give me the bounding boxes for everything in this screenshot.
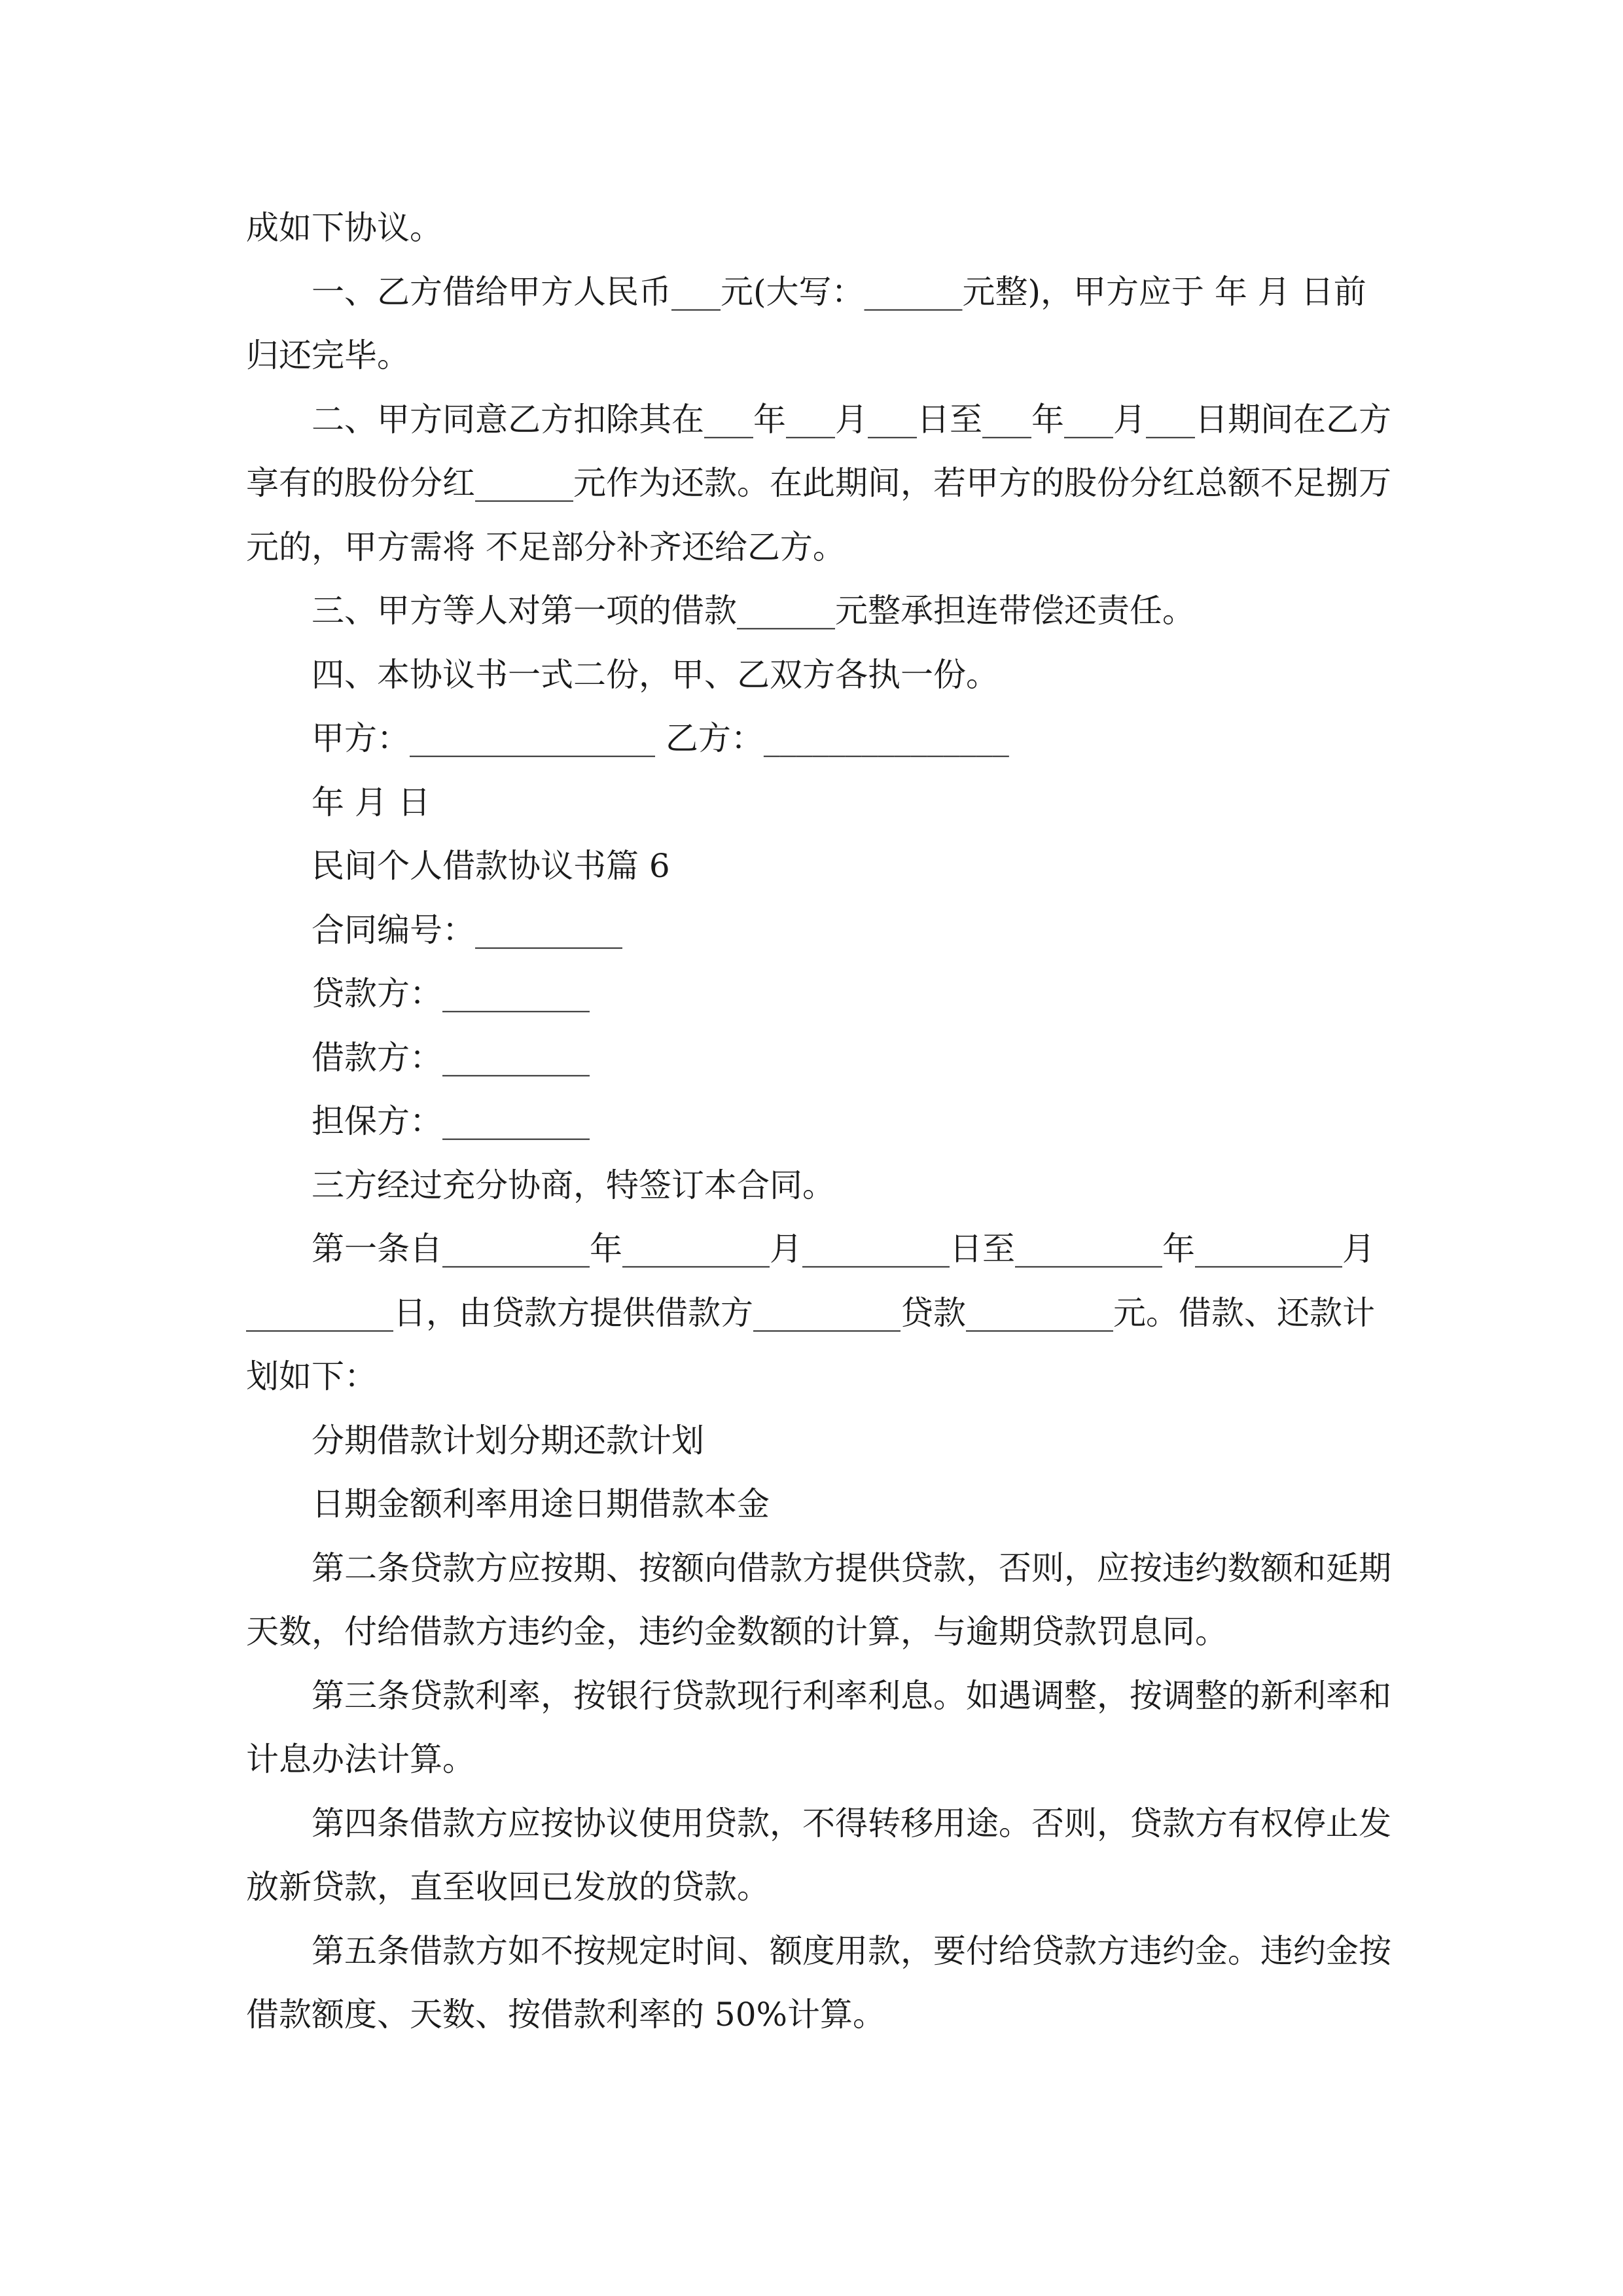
text-line: 借款额度、天数、按借款利率的 50%计算。 — [246, 1996, 886, 2034]
text-line: 元的，甲方需将 不足部分补齐还给乙方。 — [246, 528, 846, 566]
text-line: 日期金额利率用途日期借款本金 — [312, 1485, 770, 1523]
text-line: 三、甲方等人对第一项的借款______元整承担连带偿还责任。 — [312, 592, 1195, 630]
text-line: 享有的股份分红______元作为还款。在此期间，若甲方的股份分红总额不足捌万 — [246, 464, 1391, 502]
section-title: 民间个人借款协议书篇 6 — [312, 847, 670, 885]
text-line: 计息办法计算。 — [246, 1740, 475, 1778]
guarantor-line: 担保方：_________ — [312, 1102, 590, 1140]
text-line: 第三条贷款利率，按银行贷款现行利率利息。如遇调整，按调整的新利率和 — [312, 1676, 1391, 1715]
text-line: 第二条贷款方应按期、按额向借款方提供贷款，否则，应按违约数额和延期 — [312, 1549, 1391, 1587]
lender-line: 贷款方：_________ — [312, 975, 590, 1013]
text-line: 天数，付给借款方违约金，违约金数额的计算，与逾期贷款罚息同。 — [246, 1613, 1228, 1651]
text-line: 归还完毕。 — [246, 336, 410, 374]
contract-number-line: 合同编号：_________ — [312, 910, 622, 949]
text-line: 三方经过充分协商，特签订本合同。 — [312, 1166, 835, 1204]
text-line: _________日，由贷款方提供借款方_________贷款_________元。借款、还款计 — [246, 1293, 1375, 1332]
text-line: 第四条借款方应按协议使用贷款，不得转移用途。否则，贷款方有权停止发 — [312, 1804, 1391, 1842]
text-line: 放新贷款，直至收回已发放的贷款。 — [246, 1868, 770, 1906]
signature-line: 甲方：_______________ 乙方：_______________ — [312, 719, 1009, 757]
text-line: 第一条自_________年_________月_________日至_________年_________月 — [312, 1230, 1375, 1268]
text-line: 第五条借款方如不按规定时间、额度用款，要付给贷款方违约金。违约金按 — [312, 1931, 1391, 1970]
date-line: 年 月 日 — [312, 783, 431, 821]
text-line: 二、甲方同意乙方扣除其在___年___月___日至___年___月___日期间在乙方 — [312, 400, 1391, 439]
borrower-line: 借款方：_________ — [312, 1038, 590, 1077]
text-line: 四、本协议书一式二份，甲、乙双方各执一份。 — [312, 655, 999, 694]
text-line: 分期借款计划分期还款计划 — [312, 1421, 704, 1460]
text-line: 一、乙方借给甲方人民币___元(大写：______元整)，甲方应于 年 月 日前 — [312, 272, 1366, 311]
text-line: 成如下协议。 — [246, 209, 442, 247]
text-line: 划如下： — [246, 1357, 377, 1395]
document-page — [246, 196, 1391, 2047]
